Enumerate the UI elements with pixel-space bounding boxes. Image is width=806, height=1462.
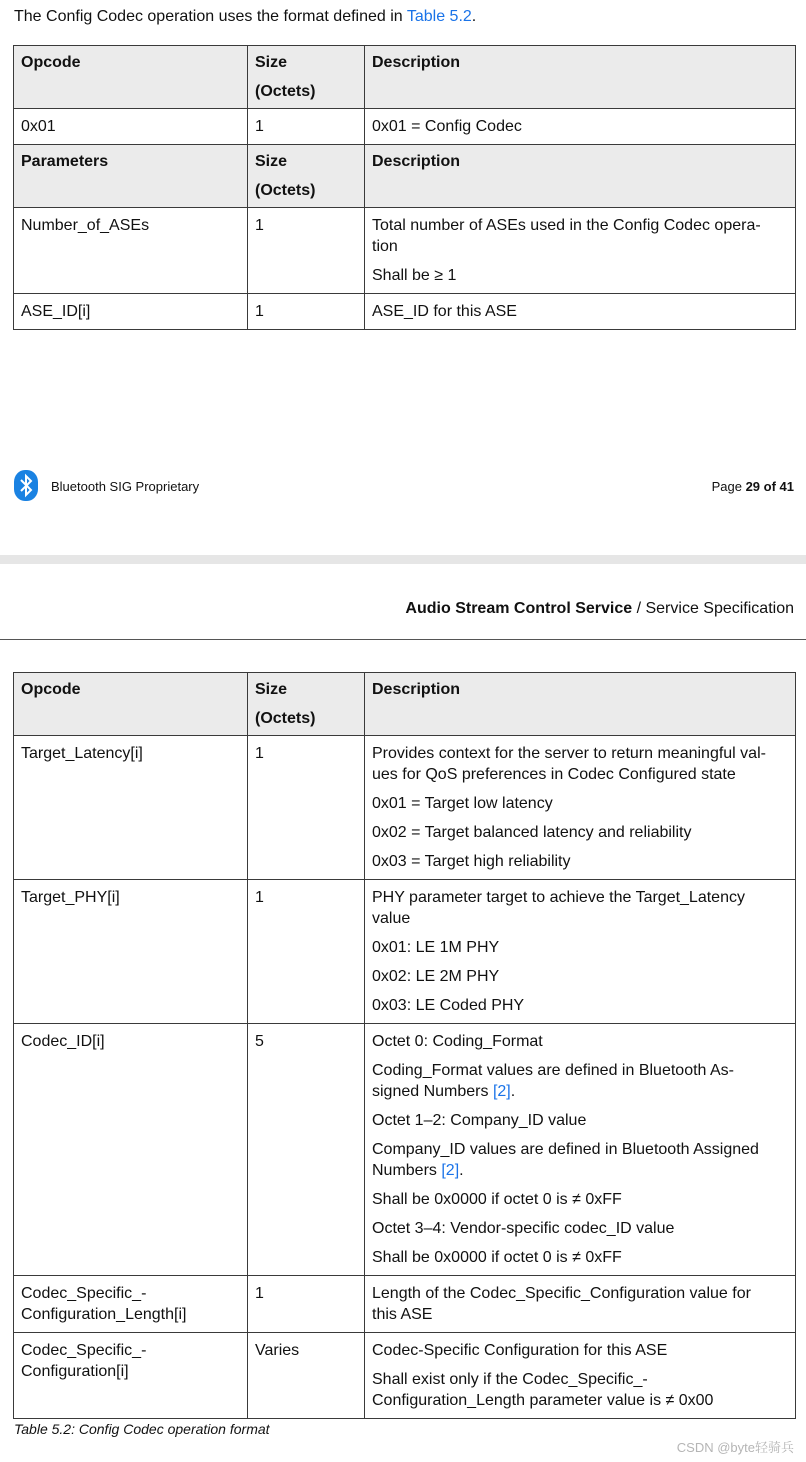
- table-header-row: [14, 46, 796, 109]
- cell-size: 1: [248, 880, 365, 1024]
- cell-opcode: 0x01: [14, 109, 248, 145]
- description-line: 0x03: LE Coded PHY: [372, 997, 525, 1014]
- description-line: Company_ID values are defined in Bluetooth Assigned: [372, 1141, 759, 1158]
- reference-link[interactable]: [2]: [441, 1162, 460, 1179]
- description-line: Octet 3–4: Vendor-specific codec_ID value: [372, 1220, 675, 1237]
- description-line: Shall be 0x0000 if octet 0 is ≠ 0xFF: [372, 1191, 622, 1208]
- cell-size: 1: [248, 208, 365, 294]
- header-description: Description: [365, 145, 796, 208]
- table-row: [14, 208, 796, 294]
- page-count: 29 of 41: [745, 479, 794, 494]
- intro-after: .: [471, 8, 477, 25]
- description-line: signed Numbers [2].: [372, 1083, 516, 1100]
- header-size-unit: (Octets): [255, 710, 316, 727]
- table-row: [14, 1333, 796, 1419]
- parameter-line: Configuration_Length[i]: [21, 1306, 187, 1323]
- description-line: Shall be ≥ 1: [372, 267, 457, 284]
- page-label: Page: [711, 479, 746, 494]
- header-size-unit: (Octets): [255, 83, 316, 100]
- header-size-label: Size: [255, 681, 288, 698]
- header-size-label: Size: [255, 54, 288, 71]
- table-header-row: [14, 673, 796, 736]
- cell-description: [365, 880, 796, 1024]
- page-number: [712, 479, 794, 494]
- page-break: [0, 555, 806, 564]
- header-size: [248, 673, 365, 736]
- header-size-unit: (Octets): [255, 182, 316, 199]
- description-line: 0x02 = Target balanced latency and reliability: [372, 824, 692, 841]
- description-line: Total number of ASEs used in the Config Codec opera-: [372, 217, 761, 234]
- cell-description: [365, 1024, 796, 1276]
- description-line: Codec-Specific Configuration for this ASE: [372, 1342, 668, 1359]
- header-opcode: Opcode: [14, 673, 248, 736]
- cell-size: 1: [248, 109, 365, 145]
- cell-parameter: Number_of_ASEs: [14, 208, 248, 294]
- table-row: [14, 109, 796, 145]
- description-line: 0x01 = Target low latency: [372, 795, 553, 812]
- table-row: [14, 1024, 796, 1276]
- cell-description: [365, 1276, 796, 1333]
- header-size: [248, 46, 365, 109]
- document-title: Audio Stream Control Service: [405, 600, 633, 617]
- description-line: Shall be 0x0000 if octet 0 is ≠ 0xFF: [372, 1249, 622, 1266]
- description-line: Octet 1–2: Company_ID value: [372, 1112, 587, 1129]
- header-size: [248, 145, 365, 208]
- description-line: this ASE: [372, 1306, 433, 1323]
- header-separator: /: [632, 600, 646, 617]
- parameters-table: [13, 672, 796, 1419]
- cell-description: [365, 208, 796, 294]
- reference-link[interactable]: [2]: [492, 1083, 511, 1100]
- description-line: Numbers [2].: [372, 1162, 464, 1179]
- table-link[interactable]: Table 5.2: [406, 8, 472, 25]
- cell-parameter: [14, 1276, 248, 1333]
- description-text: Numbers: [372, 1162, 442, 1179]
- description-line: PHY parameter target to achieve the Target_Latency: [372, 889, 745, 906]
- description-line: tion: [372, 238, 398, 255]
- header-divider: [0, 639, 806, 640]
- intro-before: The Config Codec operation uses the format defined in: [14, 8, 407, 25]
- description-line: Provides context for the server to return meaningful val-: [372, 745, 766, 762]
- table-caption: Table 5.2: Config Codec operation format: [14, 1421, 270, 1437]
- description-line: Octet 0: Coding_Format: [372, 1033, 543, 1050]
- parameter-line: Codec_Specific_-: [21, 1285, 147, 1302]
- cell-parameter: Target_PHY[i]: [14, 880, 248, 1024]
- cell-size: 1: [248, 736, 365, 880]
- cell-size: 5: [248, 1024, 365, 1276]
- description-line: 0x03 = Target high reliability: [372, 853, 571, 870]
- footer-proprietary: Bluetooth SIG Proprietary: [51, 479, 200, 494]
- header-parameters: Parameters: [14, 145, 248, 208]
- parameters-header-row: [14, 145, 796, 208]
- description-line: 0x02: LE 2M PHY: [372, 968, 500, 985]
- header-size-label: Size: [255, 153, 288, 170]
- description-line: Coding_Format values are defined in Bluetooth As-: [372, 1062, 734, 1079]
- document-subtitle: Service Specification: [645, 600, 794, 617]
- cell-description: [365, 1333, 796, 1419]
- cell-description: ASE_ID for this ASE: [365, 294, 796, 330]
- page-footer: [14, 470, 794, 502]
- parameter-line: Configuration[i]: [21, 1363, 129, 1380]
- table-row: [14, 294, 796, 330]
- cell-parameter: [14, 1333, 248, 1419]
- header-description: Description: [365, 673, 796, 736]
- cell-description: [365, 736, 796, 880]
- bluetooth-logo-icon: [14, 470, 38, 501]
- cell-parameter: Codec_ID[i]: [14, 1024, 248, 1276]
- description-line: value: [372, 910, 411, 927]
- cell-parameter: ASE_ID[i]: [14, 294, 248, 330]
- description-line: Shall exist only if the Codec_Specific_-: [372, 1371, 648, 1388]
- description-line: ues for QoS preferences in Codec Configured state: [372, 766, 736, 783]
- table-row: [14, 880, 796, 1024]
- cell-size: 1: [248, 294, 365, 330]
- description-line: 0x01: LE 1M PHY: [372, 939, 500, 956]
- parameter-line: Codec_Specific_-: [21, 1342, 147, 1359]
- opcode-table: [13, 45, 796, 330]
- page-header: [405, 600, 794, 618]
- description-text: signed Numbers: [372, 1083, 493, 1100]
- cell-parameter: Target_Latency[i]: [14, 736, 248, 880]
- intro-text: [14, 7, 476, 27]
- cell-size: Varies: [248, 1333, 365, 1419]
- table-row: [14, 736, 796, 880]
- header-description: Description: [365, 46, 796, 109]
- table-row: [14, 1276, 796, 1333]
- description-line: Length of the Codec_Specific_Configuration value for: [372, 1285, 751, 1302]
- cell-description: 0x01 = Config Codec: [365, 109, 796, 145]
- description-line: Configuration_Length parameter value is ≠ 0x00: [372, 1392, 714, 1409]
- watermark: CSDN @byte轻骑兵: [676, 1440, 794, 1455]
- cell-size: 1: [248, 1276, 365, 1333]
- header-opcode: Opcode: [14, 46, 248, 109]
